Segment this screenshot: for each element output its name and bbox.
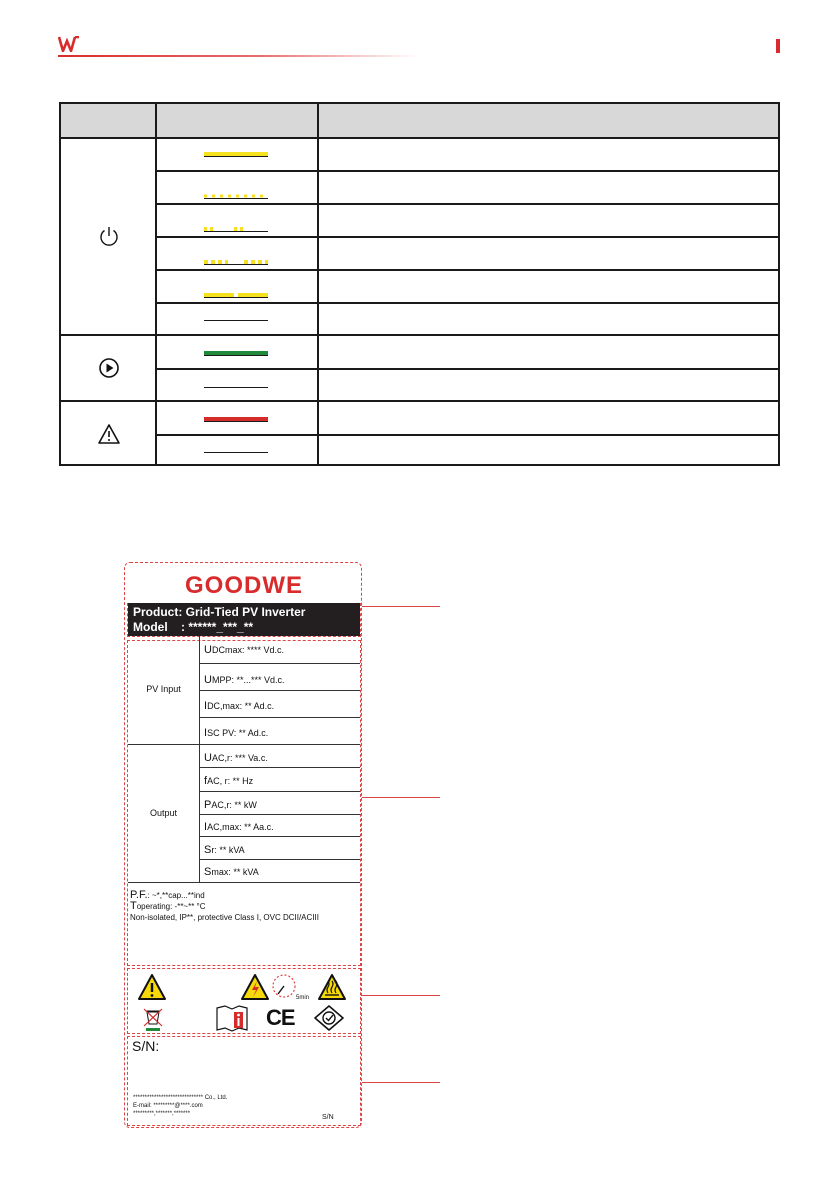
led-pattern-double-blink (204, 219, 268, 224)
general-warning-icon (137, 973, 167, 1001)
spec-uacr: UAC,r: *** Va.c. (204, 752, 268, 764)
hot-surface-icon (317, 973, 347, 1001)
spec-pacr: PAC,r: ** kW (204, 799, 257, 811)
row-divider (157, 368, 778, 370)
brand-logo-icon (58, 36, 80, 52)
spec-facr: fAC, r: ** Hz (204, 775, 254, 787)
model-line: Model : ******_***_** (133, 620, 254, 634)
page-edge-mark (776, 39, 780, 53)
address-line: *********,*******,******* (133, 1111, 191, 1117)
row-divider (157, 302, 778, 304)
spec-umpp: UMPP: **...*** Vd.c. (204, 674, 285, 686)
group-divider (61, 334, 778, 336)
spec-row-divider (200, 690, 360, 691)
pv-input-group-label: PV Input (146, 684, 181, 694)
callout-line-symbols (362, 995, 440, 996)
spec-table (128, 636, 360, 883)
high-voltage-warning-icon (240, 973, 270, 1001)
spec-row-divider (200, 767, 360, 768)
ce-mark: CE (266, 1005, 295, 1030)
spec-row-divider (200, 814, 360, 815)
spec-row-divider (200, 791, 360, 792)
product-band (128, 603, 360, 636)
output-group-label: Output (149, 808, 178, 818)
led-pattern-triple-blink (204, 252, 268, 257)
warning-icon (97, 423, 121, 445)
serial-number-small-label: S/N (322, 1114, 334, 1121)
spec-row-divider (200, 717, 360, 718)
brand-name: GOODWE (185, 572, 303, 599)
play-icon (98, 357, 120, 379)
led-pattern-long-blink (204, 285, 268, 290)
led-pattern-fast-dotted (204, 186, 268, 191)
manufacturer-info (133, 1094, 227, 1118)
product-line: Product: Grid-Tied PV Inverter (133, 605, 306, 619)
row-divider (157, 269, 778, 271)
led-indicator-table (59, 102, 780, 466)
company-line: ****************************** Co., Ltd. (133, 1095, 228, 1101)
spec-sr: Sr: ** kVA (204, 844, 245, 856)
column-divider (317, 104, 319, 464)
power-factor-line: P.F.: ~*,**cap...**ind (130, 889, 205, 901)
spec-idcmax: IDC,max: ** Ad.c. (204, 700, 275, 712)
spec-row-divider (200, 663, 360, 664)
spec-udcmax: UDCmax: **** Vd.c. (204, 644, 284, 656)
fault-indicator-cell (61, 402, 157, 466)
callout-line-serial (362, 1082, 440, 1083)
led-pattern-off (204, 387, 268, 388)
led-pattern-off (204, 452, 268, 453)
group-divider (61, 400, 778, 402)
led-pattern-solid-green (204, 351, 268, 356)
spec-row-divider (200, 836, 360, 837)
protection-class-line: Non-isolated, IP**, protective Class I, OVC DCII/ACIII (130, 913, 319, 922)
run-indicator-cell (61, 336, 157, 400)
spec-iscpv: ISC PV: ** Ad.c. (204, 727, 269, 739)
rcm-mark-icon (313, 1004, 345, 1032)
spec-row-divider (200, 859, 360, 860)
header-rule (58, 55, 418, 57)
read-manual-icon (215, 1004, 249, 1032)
power-indicator-cell (61, 137, 157, 334)
email-line: E-mail: *********@****.com (133, 1103, 203, 1109)
weee-bin-icon (142, 1006, 164, 1032)
discharge-time-label: 5min (296, 995, 310, 1001)
power-icon (98, 225, 120, 247)
row-divider (157, 170, 778, 172)
spec-smax: Smax: ** kVA (204, 866, 259, 878)
spec-group-divider (128, 744, 360, 745)
table-header-row (61, 104, 778, 139)
led-pattern-off (204, 320, 268, 321)
spec-column-divider (199, 636, 200, 883)
spec-iacmax: IAC,max: ** Aa.c. (204, 821, 274, 833)
callout-line-model (362, 606, 440, 607)
row-divider (157, 203, 778, 205)
nameplate-notes (130, 890, 319, 923)
operating-temp-line: Toperating: -**~** °C (130, 900, 206, 912)
callout-line-spec (362, 797, 440, 798)
led-pattern-solid (204, 152, 268, 157)
row-divider (157, 236, 778, 238)
row-divider (157, 434, 778, 436)
serial-number-label: S/N: (132, 1038, 160, 1054)
led-pattern-solid-red (204, 417, 268, 422)
